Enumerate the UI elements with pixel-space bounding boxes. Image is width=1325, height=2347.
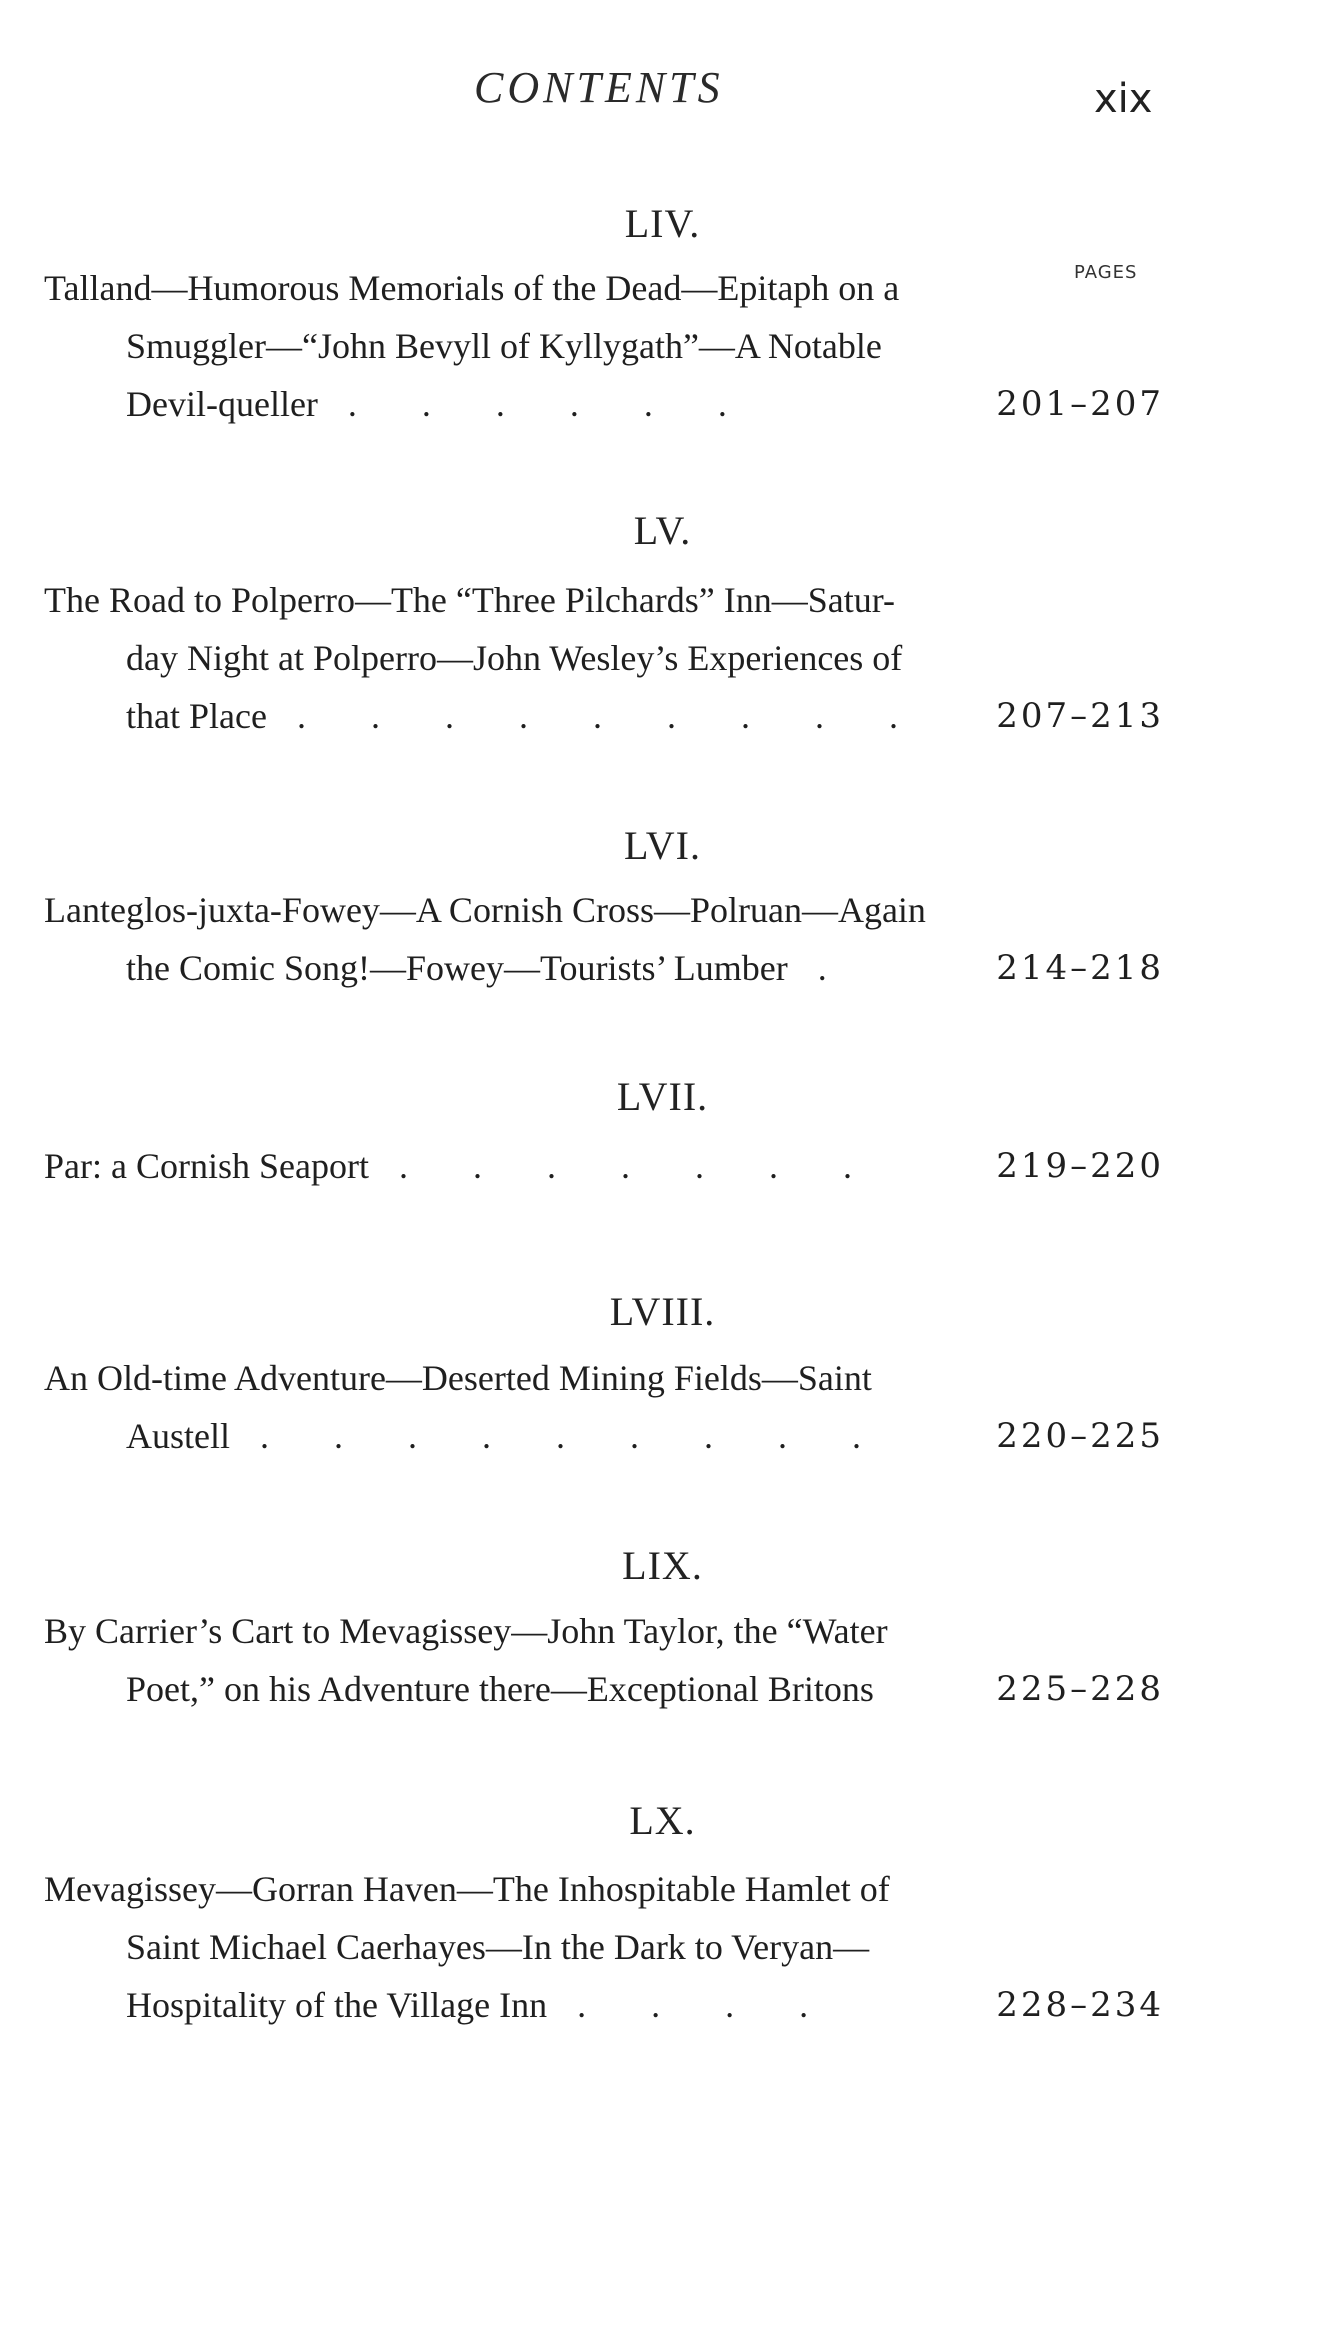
- page-range: 201–207: [996, 384, 1164, 424]
- dot-leader: . . . .: [577, 1985, 837, 2025]
- dot-leader: . . . . . . . . .: [260, 1416, 889, 1456]
- chapter-entry: [44, 881, 1164, 997]
- dot-leader: .: [817, 948, 855, 988]
- chapter-number: LX.: [629, 1798, 696, 1843]
- chapter-number: LIV.: [624, 201, 701, 246]
- entry-line: The Road to Polperro—The “Three Pilchards” Inn—Satur-: [44, 580, 896, 620]
- entry-line: An Old-time Adventure—Deserted Mining Fields—Saint: [44, 1358, 872, 1398]
- chapter-number: LV.: [633, 508, 692, 553]
- page-number: xix: [1094, 76, 1153, 122]
- page-range: 220–225: [996, 1416, 1164, 1456]
- entry-line-with-pages: [44, 1660, 1164, 1718]
- chapter-entry: [44, 1860, 1164, 2034]
- chapter-entry: [44, 1137, 1164, 1195]
- entry-line-with-pages: [44, 1407, 1164, 1465]
- chapter-entry: [44, 571, 1164, 745]
- entry-line-text: Par: a Cornish Seaport: [44, 1146, 369, 1186]
- entry-line: Smuggler—“John Bevyll of Kyllygath”—A Notable: [126, 326, 882, 366]
- dot-leader: . . . . . .: [347, 384, 755, 424]
- entry-line: Talland—Humorous Memorials of the Dead—Epitaph on a: [44, 268, 900, 308]
- chapter-entry: [44, 1602, 1164, 1718]
- entry-line-text: that Place: [126, 696, 267, 736]
- page-range: 214–218: [996, 948, 1164, 988]
- pages-column-label: PAGES: [1074, 262, 1138, 283]
- page-range: 225–228: [996, 1669, 1164, 1709]
- page-range: 207–213: [996, 696, 1164, 736]
- dot-leader: . . . . . . . . .: [296, 696, 926, 736]
- entry-line-text: Hospitality of the Village Inn: [126, 1985, 548, 2025]
- page-range: 228–234: [996, 1985, 1164, 2025]
- chapter-number: LVIII.: [609, 1289, 716, 1334]
- entry-line: day Night at Polperro—John Wesley’s Experiences of: [126, 638, 903, 678]
- page-range: 219–220: [996, 1146, 1164, 1186]
- chapter-number: LIX.: [622, 1543, 703, 1588]
- running-head: CONTENTS: [474, 63, 724, 112]
- entry-line: Saint Michael Caerhayes—In the Dark to Veryan—: [126, 1927, 870, 1967]
- entry-line-with-pages: [44, 1976, 1164, 2034]
- entry-line: By Carrier’s Cart to Mevagissey—John Taylor, the “Water: [44, 1611, 888, 1651]
- chapter-number: LVII.: [616, 1074, 709, 1119]
- entry-line-text: the Comic Song!—Fowey—Tourists’ Lumber: [126, 948, 788, 988]
- entry-line-text: Austell: [126, 1416, 230, 1456]
- dot-leader: . . . . . . .: [398, 1146, 880, 1186]
- entry-line-with-pages: [44, 1137, 1164, 1195]
- entry-line: Mevagissey—Gorran Haven—The Inhospitable Hamlet of: [44, 1869, 890, 1909]
- chapter-entry: [44, 1349, 1164, 1465]
- entry-line-text: Poet,” on his Adventure there—Exceptional Britons: [126, 1669, 874, 1709]
- entry-line: Lanteglos-juxta-Fowey—A Cornish Cross—Polruan—Again: [44, 890, 926, 930]
- chapter-number: LVI.: [624, 823, 701, 868]
- entry-line-with-pages: [44, 687, 1164, 745]
- entry-line-with-pages: [44, 375, 1164, 433]
- entry-line-text: Devil-queller: [126, 384, 318, 424]
- entry-line-with-pages: [44, 939, 1164, 997]
- chapter-entry: [44, 259, 1164, 433]
